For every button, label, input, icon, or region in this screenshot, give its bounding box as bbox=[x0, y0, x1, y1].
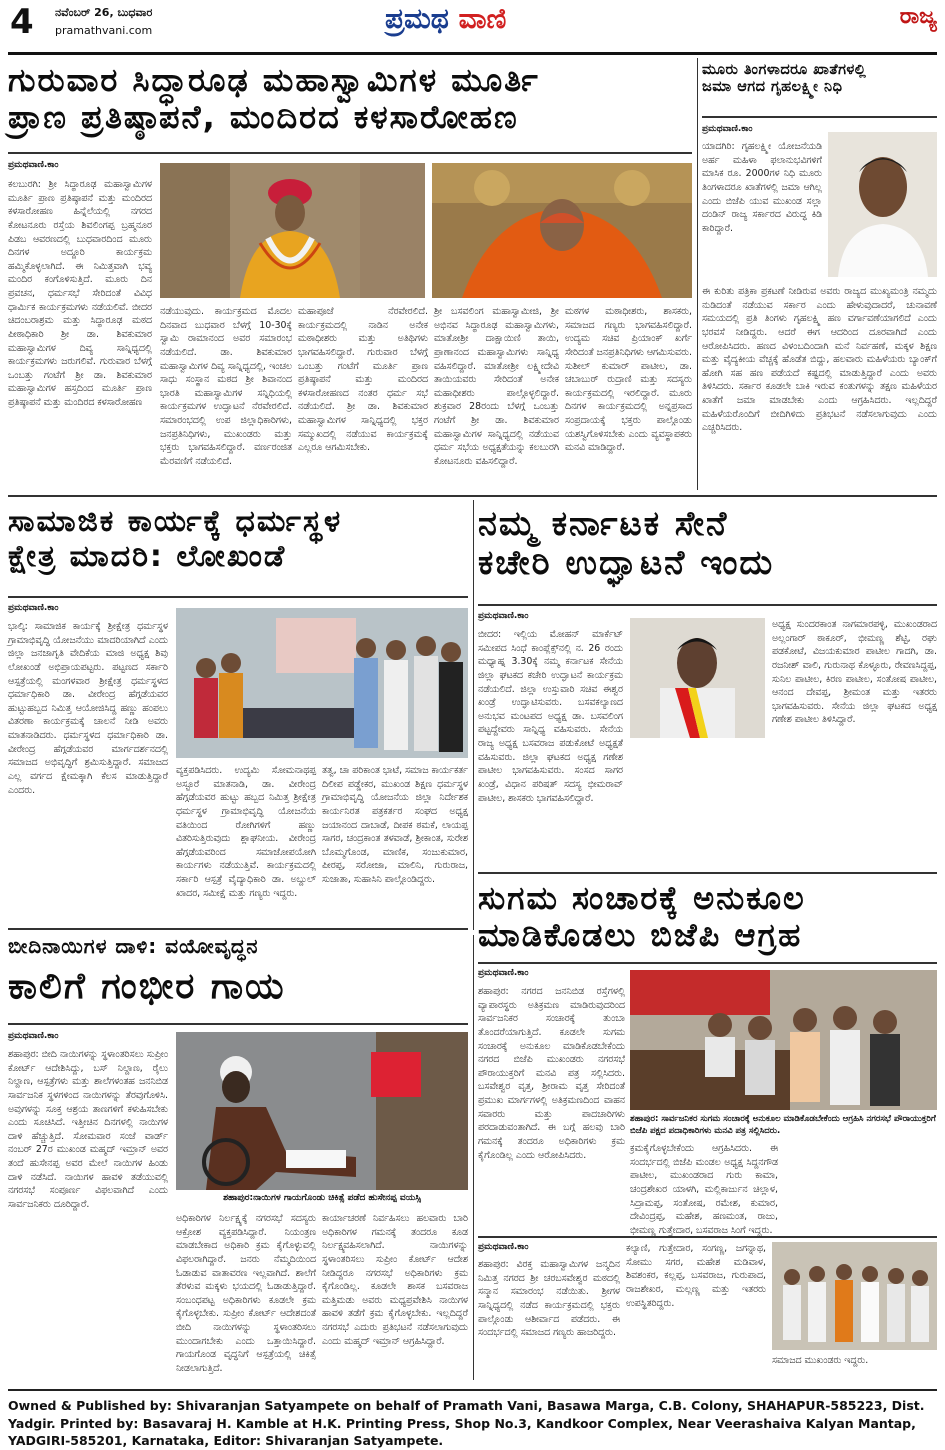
bjp-memorandum-photo bbox=[630, 970, 937, 1110]
story2-byline: ಪ್ರಮಥವಾಣಿ.ಕಾಂ bbox=[702, 124, 753, 134]
story4-rule bbox=[478, 604, 937, 606]
story2-col1: ಯಾದಗಿರಿ: ಗೃಹಲಕ್ಷ್ಮೀ ಯೋಜನೆಯಡಿ ಅರ್ಹ ಮಹಿಳಾ ಫಲಾನುಭವಿಗಳಿಗೆ ಮಾಸಿಕ ರೂ. 2000ಗಳ ನಿಧಿ ಮೂರು ತಿಂಗಳಾದರೂ ಖಾತೆಗಳಲ್ಲಿ ಜಮಾ ಆಗಿಲ್ಲ ಎಂದು ಬಿಜೆಪಿ ಯುವ ಮುಖಂಡ ಸಲ್ಲಾ ದಂಡಿನ್ ರಾಜ್ಯ ಸರ್ಕಾರದ ವಿರುದ್ಧ ಕಿಡಿ ಕಾರಿದ್ದಾರೆ. bbox=[702, 141, 822, 234]
story5-headline-line1-wrap bbox=[8, 935, 468, 958]
person-photo bbox=[828, 132, 937, 277]
story1-col2: ನಡೆಯುವುದು. ಕಾರ್ಯಕ್ರಮದ ಮೊದಲ ದಿನವಾದ ಬುಧವಾರ ಬೆಳಗ್ಗೆ 10-30ಕ್ಕೆ ಸ್ವಾಮಿ ರಾಮಾನಂದ ಅವರ ಸಮಾರಂಭ ನಡೆಯಲಿದೆ. ಡಾ. ಶಿವಕುಮಾರ ಮಹಾಸ್ವಾಮಿಗಳ ದಿವ್ಯ ಸಾನ್ನಿಧ್ಯದಲ್ಲಿ, ಇಂಚಲ ಸಾಧು ಸಂಸ್ಥಾನ ಮಠದ ಶ್ರೀ ಶಿವಾನಂದ ಭಾರತಿ ಮಹಾಸ್ವಾಮಿಗಳ ಸನ್ನಿಧಿಯಲ್ಲಿ ಕಾರ್ಯಕ್ರಮಗಳ ಉದ್ಘಾಟನೆ ನೆರವೇರಲಿದೆ. ಸಮಾರಂಭದಲ್ಲಿ ಉಪ ಜಿಲ್ಲಾಧಿಕಾರಿಗಳು, ಜನಪ್ರತಿನಿಧಿಗಳು, ಮುಖಂಡರು ಮತ್ತು ಭಕ್ತರು ಭಾಗವಹಿಸಲಿದ್ದಾರೆ. ವರ್ಣರಂಜಿತ ಮೆರವಣಿಗೆ ನಡೆಯಲಿದೆ. bbox=[160, 306, 292, 467]
story5-col2: ಅಧಿಕಾರಿಗಳ ನಿರ್ಲಕ್ಷ್ಯಕ್ಕೆ ನಗರಸಭೆ ಸದಸ್ಯರು ಆಕ್ರೋಶ ವ್ಯಕ್ತಪಡಿಸಿದ್ದಾರೆ. ನಿಯಂತ್ರಣ ಮಾಡಬೇಕಾದ ಅಧಿಕಾರಿ ಕ್ರಮ ಕೈಗೊಳ್ಳುವಲ್ಲಿ ವಿಫಲರಾಗಿದ್ದಾರೆ. ಜನರು ನೆಮ್ಮದಿಯಿಂದ ಓಡಾಡುವ ವಾತಾವರಣ ಇಲ್ಲವಾಗಿದೆ. ಶಾಲೆಗೆ ತೆರಳುವ ಮಕ್ಕಳು ಭಯದಲ್ಲಿ ಓಡಾಡುತ್ತಿದ್ದಾರೆ. ಸಂಬಂಧಪಟ್ಟ ಅಧಿಕಾರಿಗಳು ಕೂಡಲೇ ಕ್ರಮ ಕೈಗೊಳ್ಳಬೇಕು. ಸುಪ್ರೀಂ ಕೋರ್ಟ್ ಆದೇಶದಂತೆ ಬೀದಿ ನಾಯಿಗಳನ್ನು ಸ್ಥಳಾಂತರಿಸಲು ಮುಂದಾಗಬೇಕು ಎಂದು ಒತ್ತಾಯಿಸಿದ್ದಾರೆ. ಗಾಯಗೊಂಡ ವೃದ್ಧನಿಗೆ ಆಸ್ಪತ್ರೆಯಲ್ಲಿ ಚಿಕಿತ್ಸೆ ನೀಡಲಾಗುತ್ತಿದೆ. bbox=[176, 1213, 316, 1374]
story1-headline-line1: ಗುರುವಾರ ಸಿದ್ಧಾರೂಢ ಮಹಾಸ್ವಾಮಿಗಳ ಮೂರ್ತಿ bbox=[8, 61, 540, 99]
story4-byline: ಪ್ರಮಥವಾಣಿ.ಕಾಂ bbox=[478, 611, 529, 621]
column-divider-3 bbox=[473, 935, 474, 1380]
story1-col1: ಕಲಬುರಗಿ: ಶ್ರೀ ಸಿದ್ಧಾರೂಢ ಮಹಾಸ್ವಾಮಿಗಳ ಮೂರ್ತಿ ಪ್ರಾಣ ಪ್ರತಿಷ್ಠಾಪನೆ ಮತ್ತು ಮಂದಿರದ ಕಳಸಾರೋಹಣ ಹಿನ್ನೆಲೆಯಲ್ಲಿ ನಗರದ ಕೋಟನೂರು ರಸ್ತೆಯ ಶಿವಲಿಂಗಪ್ಪ ಬ್ರಹ್ಮನೂರ ಪಿಡಬ ಆವರಣದಲ್ಲಿ ಬುಧವಾರದಿಂದ ಮೂರು ದಿನಗಳ ಅದ್ದೂರಿ ಕಾರ್ಯಕ್ರಮ ಹಮ್ಮಿಕೊಳ್ಳಲಾಗಿದೆ. ಈ ನಿಮಿತ್ತವಾಗಿ ಭವ್ಯ ಮಂದಿರ ಕಂಗೊಳಿಸುತ್ತಿದೆ. ಮೂರು ದಿನ ಪ್ರವಚನ, ಧರ್ಮಸಭೆ ಸೇರಿದಂತೆ ವಿವಿಧ ಧಾರ್ಮಿಕ ಕಾರ್ಯಕ್ರಮಗಳು ನಡೆಯಲಿವೆ. ಬೀದರ ಚಿದಂಬರಾಶ್ರಮ ಮತ್ತು ಸಿದ್ಧಾರೂಢ ಮಠದ ಪೀಠಾಧಿಕಾರಿ ಶ್ರೀ ಡಾ. ಶಿವಕುಮಾರ ಮಹಾಸ್ವಾಮಿಗಳ ದಿವ್ಯ ಸಾನ್ನಿಧ್ಯದಲ್ಲಿ ಕಾರ್ಯಕ್ರಮಗಳು ಜರುಗಲಿವೆ. ಗುರುವಾರ ಬೆಳಗ್ಗೆ ಒಂಬತ್ತು ಗಂಟೆಗೆ ಶ್ರೀ ಡಾ. ಶಿವಕುಮಾರ ಮಹಾಸ್ವಾಮಿಗಳ ಹಸ್ತದಿಂದ ಮೂರ್ತಿ ಪ್ರಾಣ ಪ್ರತಿಷ್ಠಾಪನೆ ಮತ್ತು ಮಂದಿರದ ಕಳಸಾರೋಹಣ bbox=[8, 179, 152, 408]
story7-col3: ಸಮಾಜದ ಮುಖಂಡರು ಇದ್ದರು. bbox=[772, 1355, 869, 1366]
imprint-footer: Owned & Published by: Shivaranjan Satyampete on behalf of Pramath Vani, Basawa Marga, C.B. Colony, SHAHAPUR-585223, Dist. Yadgir. Printed by: Basavaraj H. Kamble at H.K. Printing Press, Shop No.3, Kandkoor Complex, Near Veerashaiva Kalyan Mantap, YADGIRI-585201, Karnataka, Editor: Shivaranjan Satyampete. bbox=[8, 1389, 937, 1439]
story3-headline-line1: ಸಾಮಾಜಿಕ ಕಾರ್ಯಕ್ಕೆ ಧರ್ಮಸ್ಥಳ bbox=[8, 504, 343, 539]
story6-headline bbox=[478, 880, 937, 954]
story4-headline-line1: ನಮ್ಮ ಕರ್ನಾಟಕ ಸೇನೆ bbox=[478, 504, 729, 544]
sena-leader-photo bbox=[630, 618, 765, 738]
story5-rule bbox=[8, 1023, 468, 1025]
issue-date: ನವೆಂಬರ್ 26, ಬುಧವಾರ bbox=[55, 6, 153, 19]
story1-col3: ಮಹಾಪೂಜೆ ನೆರವೇರಲಿದೆ. ಕಾರ್ಯಕ್ರಮದಲ್ಲಿ ನಾಡಿನ ಅನೇಕ ಮಠಾಧೀಶರು ಮತ್ತು ಅತಿಥಿಗಳು ಭಾಗವಹಿಸಲಿದ್ದಾರೆ. ಗುರುವಾರ ಬೆಳಗ್ಗೆ ಒಂಬತ್ತು ಗಂಟೆಗೆ ಮೂರ್ತಿ ಪ್ರಾಣ ಪ್ರತಿಷ್ಠಾಪನೆ ಮತ್ತು ಮಂದಿರದ ಕಳಸಾರೋಹಣದ ನಂತರ ಧರ್ಮ ಸಭೆ ನಡೆಯಲಿದೆ. ಶ್ರೀ ಡಾ. ಶಿವಕುಮಾರ ಮಹಾಸ್ವಾಮಿಗಳ ಸಾನ್ನಿಧ್ಯದಲ್ಲಿ ಭಕ್ತರ ಸಮ್ಮುಖದಲ್ಲಿ ನಡೆಯುವ ಕಾರ್ಯಕ್ರಮಕ್ಕೆ ಎಲ್ಲರೂ ಆಗಮಿಸಬೇಕು. bbox=[298, 306, 428, 454]
story7-col1: ಶಹಾಪುರ: ವಿರಕ್ತ ಮಹಾಸ್ವಾಮಿಗಳ ಜನ್ಮದಿನ ನಿಮಿತ್ತ ನಗರದ ಶ್ರೀ ಚರಬಸವೇಶ್ವರ ಮಠದಲ್ಲಿ ಸನ್ಮಾನ ಸಮಾರಂಭ ನಡೆಯಿತು. ಶ್ರೀಗಳ ಸಾನ್ನಿಧ್ಯದಲ್ಲಿ ನಡೆದ ಕಾರ್ಯಕ್ರಮದಲ್ಲಿ ಭಕ್ತರು ಪಾಲ್ಗೊಂಡು ಆಶೀರ್ವಾದ ಪಡೆದರು. ಈ ಸಂದರ್ಭದಲ್ಲಿ ಸಮಾಜದ ಗಣ್ಯರು ಹಾಜರಿದ್ದರು. bbox=[478, 1259, 620, 1339]
masthead-part1: ಪ್ರಮಥ bbox=[385, 2, 449, 35]
story2-rule bbox=[702, 116, 937, 118]
story3-headline-line2: ಕ್ಷೇತ್ರ ಮಾದರಿ: ಲೋಖಂಡೆ bbox=[8, 538, 287, 574]
story1-rule bbox=[8, 152, 692, 154]
story5-headline-line2-wrap bbox=[8, 966, 468, 1007]
story7-byline: ಪ್ರಮಥವಾಣಿ.ಕಾಂ bbox=[478, 1242, 529, 1252]
story5-col3: ಕಾರ್ಯಾಚರಣೆ ನಿರ್ವಹಿಸಲು ಹಲವಾರು ಬಾರಿ ಅಧಿಕಾರಿಗಳ ಗಮನಕ್ಕೆ ತಂದರೂ ಕೂಡ ನಿರ್ಲಕ್ಷ್ಯವಹಿಸಲಾಗಿದೆ. ನಾಯಿಗಳನ್ನು ಸ್ಥಳಾಂತರಿಸಲು ಸುಪ್ರೀಂ ಕೋರ್ಟ್ ಆದೇಶ ನೀಡಿದ್ದರೂ ನಗರಸಭೆ ಅಧಿಕಾರಿಗಳು ಕ್ರಮ ಕೈಗೊಂಡಿಲ್ಲ. ಕೂಡಲೇ ಶಾಸಕ ಬಸವರಾಜ ಮತ್ತಿಮಡು ಅವರು ಮಧ್ಯಪ್ರವೇಶಿಸಿ ನಾಯಿಗಳ ಹಾವಳಿ ತಡೆಗೆ ಕ್ರಮ ಕೈಗೊಳ್ಳಬೇಕು. ಇಲ್ಲದಿದ್ದರೆ ನಗರಸಭೆ ಎದುರು ಪ್ರತಿಭಟನೆ ನಡೆಸಲಾಗುವುದು ಎಂದು ಮಹ್ಮದ್ ಇಮ್ರಾನ್ ಆಗ್ರಹಿಸಿದ್ದಾರೆ. bbox=[322, 1213, 468, 1347]
section-divider-4 bbox=[478, 1236, 937, 1238]
injured-elder-photo bbox=[176, 1032, 468, 1190]
story6-caption: ಶಹಾಪುರ: ಸಾರ್ವಜನಿಕರ ಸುಗಮ ಸಂಚಾರಕ್ಕೆ ಅನುಕೂಲ ಮಾಡಿಕೊಡಬೇಕೆಂದು ಆಗ್ರಹಿಸಿ ನಗರಸಭೆ ಪೌರಾಯುಕ್ತರಿಗೆ ಬಿಜೆಪಿ ಪಕ್ಷದ ಪದಾಧಿಕಾರಿಗಳು ಮನವಿ ಪತ್ರ ಸಲ್ಲಿಸಿದರು. bbox=[630, 1114, 936, 1136]
felicitation-photo bbox=[772, 1242, 937, 1350]
story6-rule bbox=[478, 962, 937, 964]
story6-headline-line1: ಸುಗಮ ಸಂಚಾರಕ್ಕೆ ಅನುಕೂಲ bbox=[478, 879, 806, 917]
story5-headline-line2: ಕಾಲಿಗೆ ಗಂಭೀರ ಗಾಯ bbox=[8, 966, 286, 1007]
story4-col2: ಅಧ್ಯಕ್ಷ ಸುಂದರಕಾಂತ ನಾಗಮಾರಪಳ್ಳಿ, ಮುಖಂಡರಾದ ಅಲ್ಲಂಗಾರ್ ಠಾಕೂರ್, ಭೀಮಣ್ಣ ಶೆಟ್ಟಿ, ರಘು ಪಡಕೋಟೆ, ವಿಜಯಕುಮಾರ ಪಾಟೀಲ ಗಾದಗಿ, ಡಾ. ರಜನೀಶ್ ವಾಲಿ, ಗುರುನಾಥ ಕೊಳ್ಳೂರು, ರೇವಣಸಿದ್ದಪ್ಪ, ಸುನಿಲ ಪಾಟೀಲ, ಕಿರಣ ಪಾಟೀಲ, ಸಂತೋಷ ಪಾಟೀಲ, ಆನಂದ ದೇವಪ್ಪ, ಶ್ರೀಮಂತ ಮತ್ತು ಇತರರು ಭಾಗವಹಿಸುವರು. ಸೇನೆಯ ಜಿಲ್ಲಾ ಘಟಕದ ಅಧ್ಯಕ್ಷ ಗಣೇಶ ಪಾಟೀಲ ತಿಳಿಸಿದ್ದಾರೆ. bbox=[772, 619, 937, 726]
story6-headline-line2: ಮಾಡಿಕೊಡಲು ಬಿಜೆಪಿ ಆಗ್ರಹ bbox=[478, 915, 803, 954]
story2-headline-line2: ಜಮಾ ಆಗದ ಗೃಹಲಕ್ಷ್ಮೀ ನಿಧಿ bbox=[702, 78, 843, 95]
story6-col1-top: ಶಹಾಪುರ: ನಗರದ ಜನನಿಬಿಡ ರಸ್ತೆಗಳಲ್ಲಿ ವ್ಯಾಪಾರಸ್ಥರು ಅತಿಕ್ರಮಣ ಮಾಡಿರುವುದರಿಂದ ಸಾರ್ವಜನಿಕರ ಸಂಚಾರಕ್ಕೆ ತುಂಬಾ ತೊಂದರೆಯಾಗುತ್ತಿದೆ. ಕೂಡಲೇ ಸುಗಮ ಸಂಚಾರಕ್ಕೆ ಅನುಕೂಲ ಮಾಡಿಕೊಡಬೇಕೆಂದು ನಗರದ ಬಿಜೆಪಿ ಮುಖಂಡರು ನಗರಸಭೆ ಪೌರಾಯುಕ್ತರಿಗೆ ಮನವಿ ಪತ್ರ ಸಲ್ಲಿಸಿದರು. ಬಸವೇಶ್ವರ ವೃತ್ತ, ಶ್ರೀರಾಮ ವೃತ್ತ ಸೇರಿದಂತೆ ಪ್ರಮುಖ ಮಾರ್ಗಗಳಲ್ಲಿ ಅತಿಕ್ರಮಣದಿಂದ ವಾಹನ ಸವಾರರು ಮತ್ತು ಪಾದಚಾರಿಗಳು ಪರದಾಡುವಂತಾಗಿದೆ. ಈ ಬಗ್ಗೆ ಹಲವು ಬಾರಿ ಗಮನಕ್ಕೆ ತಂದರೂ ಅಧಿಕಾರಿಗಳು ಕ್ರಮ ಕೈಗೊಂಡಿಲ್ಲ ಎಂದು ಆರೋಪಿಸಿದರು. bbox=[478, 986, 625, 1161]
story5-headline-line1: ಬೀದಿನಾಯಿಗಳ ದಾಳಿ: ವಯೋವೃದ್ಧನ bbox=[8, 934, 259, 958]
section-divider-1 bbox=[8, 495, 937, 497]
masthead-part2: ವಾಣಿ bbox=[458, 2, 507, 35]
story6-col2: ಕ್ರಮಕೈಗೊಳ್ಳಬೇಕೆಂದು ಆಗ್ರಹಿಸಿದರು. ಈ ಸಂದರ್ಭದಲ್ಲಿ ಬಿಜೆಪಿ ಮಂಡಲ ಅಧ್ಯಕ್ಷ ಸಿದ್ದನಗೌಡ ಪಾಟೀಲ, ಮುಖಂಡರಾದ ಗುರು ಕಾಮಾ, ಚಂದ್ರಶೇಖರ ಯಾಳಗಿ, ಮಲ್ಲಿಕಾರ್ಜುನ ಚಿಲ್ಲಾಳ, ಸಿದ್ರಾಮಪ್ಪ, ಸಂತೋಷ, ರಮೇಶ, ಕುಮಾರ, ದೇವಿಂದ್ರಪ್ಪ, ಮಹೇಶ, ಹಣಮಂತ, ರಾಜು, ಭೀಮಣ್ಣ ಗುತ್ತೇದಾರ, ಬಸವರಾಜ ಸಿಂಗೆ ಇದ್ದರು. bbox=[630, 1143, 778, 1236]
story2-headline bbox=[702, 62, 937, 95]
story3-col1: ಭಾಲ್ಕಿ: ಸಾಮಾಜಿಕ ಕಾರ್ಯಕ್ಕೆ ಶ್ರೀಕ್ಷೇತ್ರ ಧರ್ಮಸ್ಥಳ ಗ್ರಾಮಾಭಿವೃದ್ಧಿ ಯೋಜನೆಯು ಮಾದರಿಯಾಗಿದೆ ಎಂದು ಜಿಲ್ಲಾ ಜನಜಾಗೃತಿ ವೇದಿಕೆಯ ಮಾಜಿ ಅಧ್ಯಕ್ಷ ಶಿವು ಲೋಖಂಡೆ ಅಭಿಪ್ರಾಯಪಟ್ಟರು. ಪಟ್ಟಣದ ಸರ್ಕಾರಿ ಆಸ್ಪತ್ರೆಯಲ್ಲಿ ಮಂಗಳವಾರ ಶ್ರೀಕ್ಷೇತ್ರ ಧರ್ಮಸ್ಥಳದ ಧರ್ಮಾಧಿಕಾರಿ ಡಾ. ವೀರೇಂದ್ರ ಹೆಗ್ಗಡೆಯವರ ಹುಟ್ಟುಹಬ್ಬದ ನಿಮಿತ್ತ ಆಯೋಜಿಸಿದ್ದ ಹಣ್ಣು ಹಂಪಲು ವಿತರಣಾ ಕಾರ್ಯಕ್ರಮಕ್ಕೆ ಚಾಲನೆ ನೀಡಿ ಅವರು ಮಾತನಾಡಿದರು. ಧರ್ಮಸ್ಥಳದ ಧರ್ಮಾಧಿಕಾರಿ ಡಾ. ವೀರೇಂದ್ರ ಹೆಗ್ಗಡೆಯವರ ಮಾರ್ಗದರ್ಶನದಲ್ಲಿ ಸಮಾಜದ ಅಭಿವೃದ್ಧಿಗೆ ಶ್ರಮಿಸುತ್ತಿದ್ದಾರೆ. ಸಮಾಜದ ಎಲ್ಲ ವರ್ಗದ ಕ್ಷೇಮಕ್ಕಾಗಿ ಕೆಲಸ ಮಾಡುತ್ತಿದ್ದಾರೆ ಎಂದರು. bbox=[8, 621, 168, 796]
story3-byline: ಪ್ರಮಥವಾಣಿ.ಕಾಂ bbox=[8, 603, 59, 613]
story4-col1-top: ಬೀದರ: ಇಲ್ಲಿಯ ಮೋಹನ್ ಮಾರ್ಕೆಟ್ ಸಮೀಪದ ಸಿಂಧೆ ಕಾಂಪ್ಲೆಕ್ಸ್‌ನಲ್ಲಿ ನ. 26 ರಂದು ಮಧ್ಯಾಹ್ನ 3.30ಕ್ಕೆ ನಮ್ಮ ಕರ್ನಾಟಕ ಸೇನೆಯ ಜಿಲ್ಲಾ ಘಟಕದ ಕಚೇರಿ ಉದ್ಘಾಟನೆ ಕಾರ್ಯಕ್ರಮ ನಡೆಯಲಿದೆ. ಜಿಲ್ಲಾ ಉಸ್ತುವಾರಿ ಸಚಿವ ಈಶ್ವರ ಖಂಡ್ರೆ ಉದ್ಘಾಟಿಸುವರು. ಬಸವಕಲ್ಯಾಣದ ಅನುಭವ ಮಂಟಪದ ಅಧ್ಯಕ್ಷ ಡಾ. ಬಸವಲಿಂಗ ಪಟ್ಟದ್ದೇವರು ಸಾನ್ನಿಧ್ಯ ವಹಿಸುವರು. ಸೇನೆಯ ರಾಜ್ಯ ಅಧ್ಯಕ್ಷ ಬಸವರಾಜ ಪಡುಕೋಟೆ ಅಧ್ಯಕ್ಷತೆ ವಹಿಸುವರು. ಜಿಲ್ಲಾ ಘಟಕದ ಅಧ್ಯಕ್ಷ ಗಣೇಶ ಪಾಟೀಲ ಭಾಗವಹಿಸುವರು. ಸಂಸದ ಸಾಗರ ಖಂಡ್ರೆ, ವಿಧಾನ ಪರಿಷತ್ ಸದಸ್ಯ ಭೀಮರಾವ್ ಪಾಟೀಲ, ಶಾಸಕರು ಭಾಗವಹಿಸಲಿದ್ದಾರೆ. bbox=[478, 629, 623, 804]
page-number: 4 bbox=[10, 2, 34, 42]
section-divider-2 bbox=[478, 872, 937, 874]
story1-col5: ಮಠಗಳ ಮಠಾಧೀಶರು, ಶಾಸಕರು, ಸಮಾಜದ ಗಣ್ಯರು ಭಾಗವಹಿಸಲಿದ್ದಾರೆ. ಉದ್ಯಮ ಸಚಿವ ಪ್ರಿಯಾಂಕ್ ಖರ್ಗೆ ಸೇರಿದಂತೆ ಜನಪ್ರತಿನಿಧಿಗಳು ಆಗಮಿಸುವರು. ಸುಶೀಲ್ ಕುಮಾರ್ ಪಾಟೀಲ, ಡಾ. ಚಬಾಬುರ್ ರುದ್ರಾಣಿ ಮತ್ತು ಸದಸ್ಯರು ಕಾರ್ಯಕ್ರಮದಲ್ಲಿ ಇರಲಿದ್ದಾರೆ. ಮೂರು ದಿನಗಳ ಕಾರ್ಯಕ್ರಮದಲ್ಲಿ ಅನ್ನಪ್ರಸಾದ ಸಂಪ್ರದಾಯಕ್ಕೆ ಭಕ್ತರು ಪಾಲ್ಗೊಂಡು ಯಶಸ್ವಿಗೊಳಿಸಬೇಕು ಎಂದು ವ್ಯವಸ್ಥಾಪಕರು ಮನವಿ ಮಾಡಿದ್ದಾರೆ. bbox=[565, 306, 692, 454]
story5-col1: ಶಹಾಪುರ: ಬೀದಿ ನಾಯಿಗಳನ್ನು ಸ್ಥಳಾಂತರಿಸಲು ಸುಪ್ರೀಂ ಕೋರ್ಟ್ ಆದೇಶಿಸಿದ್ದು, ಬಸ್ ನಿಲ್ದಾಣ, ರೈಲು ನಿಲ್ದಾಣ, ಆಸ್ಪತ್ರೆಗಳು ಮತ್ತು ಶಾಲೆಗಳಂತಹ ಜನನಿಬಿಡ ಸಾರ್ವಜನಿಕ ಸ್ಥಳಗಳಿಂದ ನಾಯಿಗಳನ್ನು ತೆರವುಗೊಳಿಸಿ. ಅವುಗಳನ್ನು ಸೂಕ್ತ ಆಶ್ರಯ ತಾಣಗಳಿಗೆ ಕಳುಹಿಸಬೇಕು ಎಂದು ಸೂಚಿಸಿದೆ. ಇತ್ತೀಚಿನ ದಿನಗಳಲ್ಲಿ ನಾಯಿಗಳ ದಾಳಿ ಹೆಚ್ಚುತ್ತಿದೆ. ಸೋಮವಾರ ಸಂಜೆ ವಾರ್ಡ್ ನಂಬರ್ 27ರ ಮುಖಂಡ ಮಹ್ಮದ್ ಇಮ್ರಾನ್ ಅವರ ತಂದೆ ಹುಸೇನಪ್ಪ ಅವರ ಮೇಲೆ ನಾಯಿಗಳ ಹಿಂಡು ದಾಳಿ ನಡೆಸಿದೆ. ನಾಯಿಗಳ ಹಾವಳಿ ತಡೆಯುವಲ್ಲಿ ನಗರಸಭೆ ಸಂಪೂರ್ಣ ವಿಫಲವಾಗಿದೆ ಎಂದು ಸಾರ್ವಜನಿಕರು ದೂರಿದ್ದಾರೆ. bbox=[8, 1049, 168, 1210]
story5-byline: ಪ್ರಮಥವಾಣಿ.ಕಾಂ bbox=[8, 1031, 59, 1041]
hospital-fruit-distribution-photo bbox=[176, 608, 468, 758]
section-divider-3 bbox=[8, 928, 468, 930]
swami-photo-1 bbox=[160, 163, 425, 298]
masthead bbox=[385, 2, 506, 36]
story3-col3: ತತ್ವ, ಚಾ ಪರಿಕಾಂತ ಭಾಟೆ, ಸಮಾಜ ಕಾರ್ಯಕರ್ತ ದಿಲೀಪ ಪಡ್ಡೇಕರ, ಮುಖಂಡ ಶಿಕ್ಷಣ ಧರ್ಮಸ್ಥಳ ಗ್ರಾಮಾಭಿವೃದ್ಧಿ ಯೋಜನೆಯ ಜಿಲ್ಲಾ ನಿರ್ದೇಶಕ ಕಾರ್ಯನಿರತ ಪತ್ರಕರ್ತರ ಸಂಘದ ಅಧ್ಯಕ್ಷ ಜಯಾನಂದ ದಾಬಾಡೆ, ದೀಪಕ ಠಮಕೆ, ಲಾಯಪ್ಪ ಸಾಗರ, ಚಂದ್ರಕಾಂತ ತಳವಾಡೆ, ಶ್ರೀಕಾಂತ, ಸುರೇಶ ಬೊಮ್ಮಗೊಂಡ, ಮಾಣಿಕ, ಸಂಜುಕುಮಾರ, ಪೀರಪ್ಪ, ಸರೋಜಾ, ಮಾಲಿನಿ, ಗುರುರಾಜ, ಸುಜಾತಾ, ಸುಹಾಸಿನಿ ಪಾಲ್ಗೊಂಡಿದ್ದರು. bbox=[322, 765, 468, 885]
story3-rule bbox=[8, 596, 468, 598]
story1-headline bbox=[8, 62, 692, 136]
story6-byline: ಪ್ರಮಥವಾಣಿ.ಕಾಂ bbox=[478, 968, 529, 978]
story1-headline-line2: ಪ್ರಾಣ ಪ್ರತಿಷ್ಠಾಪನೆ, ಮಂದಿರದ ಕಳಸಾರೋಹಣ bbox=[8, 97, 519, 136]
story4-headline bbox=[478, 505, 937, 583]
story2-col2: ಈ ಕುರಿತು ಪತ್ರಿಕಾ ಪ್ರಕಟಣೆ ನೀಡಿರುವ ಅವರು ರಾಜ್ಯದ ಮುಖ್ಯಮಂತ್ರಿ ನಮ್ಮದು ನುಡಿದಂತೆ ನಡೆಯುವ ಸರ್ಕಾರ ಎಂದು ಹೇಳುವುದಾದರೆ, ಚುನಾವಣೆ ಸಮಯದಲ್ಲಿ ಪ್ರತಿ ತಿಂಗಳು ಗೃಹಲಕ್ಷ್ಮಿ ಹಣ ವರ್ಗಾವಣೆಯಾಗಲಿದೆ ಎಂದು ಭರವಸೆ ನೀಡಿದ್ದರು. ಆದರೆ ಈಗ ಆದರಿಂದ ದೂರವಾಗಿದೆ ಎಂದು ಆರೋಪಿಸಿದರು. ಹಣದ ವಿಳಂಬದಿಂದಾಗಿ ಮನೆ ನಿರ್ವಹಣೆ, ಮಕ್ಕಳ ಶಿಕ್ಷಣ ಮತ್ತು ವೈದ್ಯಕೀಯ ವೆಚ್ಚಕ್ಕೆ ಹೊಡೆತ ಬಿದ್ದು, ಹಲವಾರು ಮಹಿಳೆಯರು ಬ್ಯಾಂಕ್‌ಗೆ ಹೋಗಿ ಸಹ ಹಣ ಪಡೆಯದೆ ಕಷ್ಟದಲ್ಲಿ ಮಾಡುತ್ತಿದ್ದಾರೆ ಎಂದು ಅವರು ತಿಳಿಸಿದರು. ಸರ್ಕಾರ ಕೂಡಲೇ ಬಾಕಿ ಇರುವ ಕಂತುಗಳನ್ನು ತಕ್ಷಣ ಮಹಿಳೆಯರ ಖಾತೆಗೆ ಜಮಾ ಮಾಡಬೇಕು ಎಂದು ಆಗ್ರಹಿಸಿದರು. ಇಲ್ಲದಿದ್ದರೆ ಮಹಿಳೆಯರೊಂದಿಗೆ ಬೀದಿಗಿಳಿದು ಪ್ರತಿಭಟನೆ ನಡೆಸಲಾಗುವುದು ಎಂದು ಎಚ್ಚರಿಸಿದರು. bbox=[702, 286, 937, 434]
story2-headline-line1: ಮೂರು ತಿಂಗಳಾದರೂ ಖಾತೆಗಳಲ್ಲಿ bbox=[702, 62, 867, 78]
swami-photo-2 bbox=[432, 163, 692, 298]
header-rule bbox=[8, 52, 937, 55]
story3-headline bbox=[8, 505, 468, 574]
story3-col2: ವ್ಯಕ್ತಪಡಿಸಿದರು. ಉದ್ಯಮಿ ಸೋಮನಾಥಪ್ಪ ಅಸ್ಟೂರೆ ಮಾತನಾಡಿ, ಡಾ. ವೀರೇಂದ್ರ ಹೆಗ್ಗಡೆಯವರ ಹುಟ್ಟು ಹಬ್ಬದ ನಿಮಿತ್ತ ಶ್ರೀಕ್ಷೇತ್ರ ಧರ್ಮಸ್ಥಳ ಗ್ರಾಮಾಭಿವೃದ್ಧಿ ಯೋಜನೆಯ ವತಿಯಿಂದ ರೋಗಿಗಳಿಗೆ ಹಣ್ಣು ವಿತರಿಸುತ್ತಿರುವುದು ಶ್ಲಾಘನೀಯ. ವೀರೇಂದ್ರ ಹೆಗ್ಗಡೆಯವರಿಂದ ಸಮಾಜೋಪಯೋಗಿ ಕಾರ್ಯಗಳು ನಡೆಯುತ್ತಿವೆ. ಕಾರ್ಯಕ್ರಮದಲ್ಲಿ ಸರ್ಕಾರಿ ಆಸ್ಪತ್ರೆ ವೈದ್ಯಾಧಿಕಾರಿ ಡಾ. ಅಬ್ದುಲ್ ಖಾದರ, ಸಮೀಕ್ಷೆ ಮತ್ತು ಗಣ್ಯರು ಇದ್ದರು. bbox=[176, 765, 316, 899]
story4-headline-line2: ಕಚೇರಿ ಉದ್ಘಾಟನೆ ಇಂದು bbox=[478, 543, 775, 584]
section-label: ರಾಜ್ಯ bbox=[899, 4, 937, 29]
story1-byline: ಪ್ರಮಥವಾಣಿ.ಕಾಂ bbox=[8, 160, 59, 170]
column-divider-2 bbox=[473, 500, 474, 930]
story7-col2: ಕಲ್ಯಾಣಿ, ಗುತ್ತೇದಾರ, ಸಂಗಣ್ಣ, ಜಗನ್ನಾಥ, ಸೋಮು ಸಗರ, ಮಹೇಶ ಮಡಿವಾಳ, ಶಿವಶಂಕರ, ಕಲ್ಲಪ್ಪ, ಬಸವರಾಜ, ಗುರುಪಾದ, ರಾಜಶೇಖರ, ಮಲ್ಲಣ್ಣ ಮತ್ತು ಇತರರು ಉಪಸ್ಥಿತರಿದ್ದರು. bbox=[626, 1243, 766, 1309]
column-divider-1 bbox=[697, 58, 698, 490]
website[interactable]: pramathvani.com bbox=[55, 24, 153, 37]
story1-col4: ಶ್ರೀ ಬಸವಲಿಂಗ ಮಹಾಸ್ವಾಮೀಜಿ, ಶ್ರೀ ಅಭಿನವ ಸಿದ್ಧಾರೂಢ ಮಹಾಸ್ವಾಮಿಗಳು, ಮಾತೋಶ್ರೀ ದಾಕ್ಷಾಯಿಣಿ ತಾಯಿ, ಪ್ರಾಣಾನಂದ ಮಹಾಸ್ವಾಮಿಗಳು ಸಾನ್ನಿಧ್ಯ ವಹಿಸಲಿದ್ದಾರೆ. ಮಾತೋಶ್ರೀ ಲಕ್ಷ್ಮೀದೇವಿ ತಾಯಿಯವರು ಸೇರಿದಂತೆ ಅನೇಕ ಮಹಾಧೀಶರು ಪಾಲ್ಗೊಳ್ಳಲಿದ್ದಾರೆ. ಶುಕ್ರವಾರ 28ರಂದು ಬೆಳಗ್ಗೆ ಒಂಬತ್ತು ಗಂಟೆಗೆ ಶ್ರೀ ಡಾ. ಶಿವಕುಮಾರ ಮಹಾಸ್ವಾಮಿಗಳ ಸಾನ್ನಿಧ್ಯದಲ್ಲಿ ನಡೆಯುವ ಧರ್ಮ ಸಭೆಯ ಅಧ್ಯಕ್ಷತೆಯನ್ನು ಕಲಬುರಗಿ ಕೋಟನೂರು ವಹಿಸಲಿದ್ದಾರೆ. bbox=[434, 306, 559, 467]
story5-caption: ಶಹಾಪುರ:ನಾಯಿಗಳ ಗಾಯಗೊಂಡು ಚಿಕಿತ್ಸೆ ಪಡೆದ ಹುಸೇನಪ್ಪ ವಯಸ್ಸಿ bbox=[223, 1193, 421, 1203]
